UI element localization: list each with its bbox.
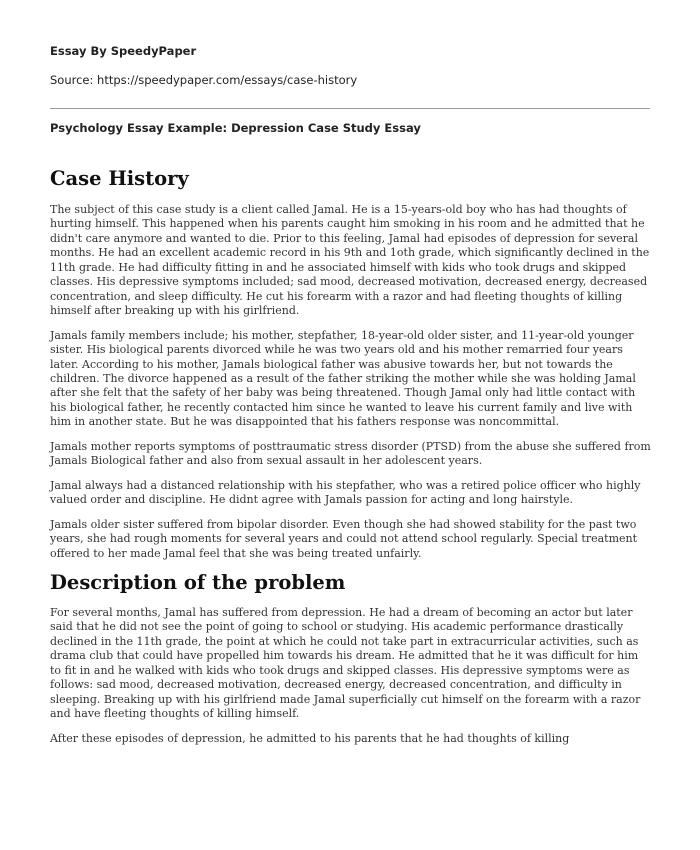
paragraph: Jamals mother reports symptoms of posttraumatic stress disorder (PTSD) from the abuse she suffered from Jamals Biological father and also from sexual assault in her adolescent years. <box>50 439 651 468</box>
essay-body <box>50 167 652 756</box>
paragraph: For several months, Jamal has suffered from depression. He had a dream of becoming an actor but later said that he did not see the point of going to school or studying. His academic performance drastically declined in the 11th grade, the point at which he could not take part in extracurricular activities, such as drama club that could have propelled him towards his dream. He admitted that he it was difficult for him to fit in and he walked with kids who took drugs and skipped classes. His depressive symptoms were as follows: sad mood, decreased motivation, decreased energy, decreased concentration, and difficulty in sleeping. Breaking up with his girlfriend made Jamal superficially cut himself on the forearm with a razor and have fleeting thoughts of killing himself. <box>50 605 641 721</box>
header-brand: Essay By SpeedyPaper <box>50 44 197 58</box>
paragraph: Jamals older sister suffered from bipolar disorder. Even though she had showed stability for the past two years, she had rough moments for several years and could not attend school regularly. Special treatment offered to her made Jamal feel that she was being treated unfairly. <box>50 517 638 560</box>
section-heading-description: Description of the problem <box>50 570 346 594</box>
header-source: Source: https://speedypaper.com/essays/case-history <box>50 73 358 87</box>
section-heading-case-history: Case History <box>50 167 189 190</box>
document-title: Psychology Essay Example: Depression Case Study Essay <box>50 121 421 135</box>
paragraph: After these episodes of depression, he admitted to his parents that he had thoughts of killing <box>50 731 570 745</box>
paragraph: Jamals family members include; his mother, stepfather, 18-year-old older sister, and 11-year-old younger sister. His biological parents divorced while he was two years old and his mother remarried four years later. According to his mother, Jamals biological father was abusive towards her, but not towards the children. The divorce happened as a result of the father striking the mother while she was holding Jamal after she felt that the safety of her baby was being threatened. Though Jamal only had little contact with his biological father, he recently contacted him since he wanted to leave his current family and live with him in another state. But he was disappointed that his fathers response was noncommittal. <box>50 328 636 429</box>
paragraph: The subject of this case study is a client called Jamal. He is a 15-years-old boy who has had thoughts of hurting himself. This happened when his parents caught him smoking in his room and he admitted that he didn't care anymore and wanted to die. Prior to this feeling, Jamal had episodes of depression for several months. He had an excellent academic record in his 9th and 1oth grade, which significantly declined in the 11th grade. He had difficulty fitting in and he associated himself with kids who took drugs and skipped classes. His depressive symptoms included; sad mood, decreased motivation, decreased energy, decreased concentration, and sleep difficulty. He cut his forearm with a razor and had fleeting thoughts of killing himself after breaking up with his girlfriend. <box>50 203 650 318</box>
paragraph: Jamal always had a distanced relationship with his stepfather, who was a retired police officer who highly valued order and discipline. He didnt agree with Jamals passion for acting and long hairstyle. <box>50 478 641 507</box>
header-divider <box>50 108 650 109</box>
